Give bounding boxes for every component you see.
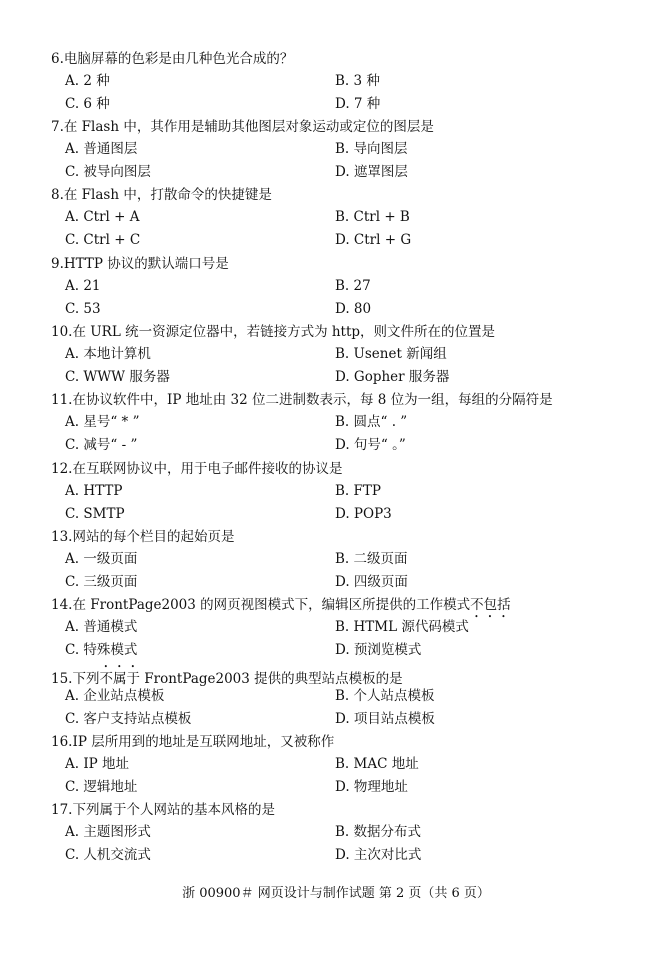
question-text: 下列 [72,671,100,687]
question-number: 6. [51,51,64,67]
question-text: 在协议软件中，IP 地址由 32 位二进制数表示，每 8 位为一组，每组的分隔符是 [72,392,553,408]
options [51,275,652,320]
question-12 [51,458,652,525]
question-text: 在 FrontPage2003 的网页视图模式下，编辑区所提供的工作模式 [72,597,471,613]
option-b: B. 3 种 [335,73,380,89]
options [51,616,652,661]
option-d: D. POP3 [335,506,392,522]
option-a: A. 星号“ * ” [65,414,140,430]
option-a: A. 主题图形式 [65,824,151,840]
question-17 [51,799,652,866]
option-d: D. 句号“ 。” [335,437,406,453]
question-stem [51,253,652,275]
question-number: 11. [51,392,73,408]
option-a: A. 企业站点模板 [65,688,165,704]
question-6 [51,48,652,115]
question-text: IP 层所用到的地址是互联网地址，又被称作 [72,734,335,750]
question-15 [51,663,652,730]
option-c: C. 53 [65,301,101,317]
question-stem [51,526,652,548]
option-a: A. Ctrl + A [65,209,140,225]
option-d: D. Ctrl + G [335,232,412,248]
option-b: B. 圆点“ . ” [335,414,408,430]
option-c: C. 三级页面 [65,574,138,590]
question-stem [51,458,652,480]
options [51,480,652,525]
options [51,138,652,183]
options [51,753,652,798]
option-b: B. Ctrl + B [335,209,410,225]
option-d: D. 预浏览模式 [335,642,422,658]
option-b: B. Usenet 新闻组 [335,346,447,362]
option-c: C. SMTP [65,506,125,522]
option-c: C. 特殊模式 [65,642,138,658]
option-c: C. 逻辑地址 [65,779,138,795]
option-c: C. 客户支持站点模板 [65,711,192,727]
question-text: 在 Flash 中，打散命令的快捷键是 [63,187,272,203]
option-a: A. 普通模式 [65,619,138,635]
question-11 [51,389,652,456]
option-b: B. FTP [335,483,381,499]
question-stem [51,799,652,821]
option-d: D. Gopher 服务器 [335,369,450,385]
question-text: 在 Flash 中，其作用是辅助其他图层对象运动或定位的图层是 [63,119,434,135]
option-c: C. 减号“ - ” [65,437,138,453]
question-13 [51,526,652,593]
question-number: 16. [51,734,73,750]
question-stem [51,663,652,685]
option-d: D. 四级页面 [335,574,408,590]
option-d: D. 遮罩图层 [335,164,408,180]
options [51,206,652,251]
option-d: D. 80 [335,301,372,317]
option-d: D. 物理地址 [335,779,408,795]
option-a: A. 本地计算机 [65,346,151,362]
option-b: B. 数据分布式 [335,824,422,840]
question-number: 9. [51,256,64,272]
option-c: C. 人机交流式 [65,847,151,863]
question-number: 14. [51,597,73,613]
question-stem [51,116,652,138]
option-a: A. 普通图层 [65,141,138,157]
emphasized-text: 不属于 [99,671,140,687]
question-text-tail: FrontPage2003 提供的典型站点模板的是 [139,671,403,687]
question-16 [51,731,652,798]
options [51,548,652,593]
option-a: A. HTTP [65,483,123,499]
question-number: 12. [51,461,73,477]
question-text: HTTP 协议的默认端口号是 [63,256,229,272]
option-d: D. 7 种 [335,96,381,112]
option-b: B. 个人站点模板 [335,688,435,704]
question-stem [51,731,652,753]
question-number: 13. [51,529,73,545]
question-stem [51,184,652,206]
page-footer: 浙 00900＃ 网页设计与制作试题 第 2 页（共 6 页） [182,886,490,901]
option-a: A. IP 地址 [65,756,130,772]
question-text: 网站的每个栏目的起始页是 [72,529,235,545]
question-stem [51,321,652,343]
option-d: D. 项目站点模板 [335,711,435,727]
question-number: 10. [51,324,73,340]
option-a: A. 一级页面 [65,551,138,567]
options [51,70,652,115]
question-number: 17. [51,802,73,818]
question-8 [51,184,652,251]
question-stem [51,48,652,70]
option-c: C. 被导向图层 [65,164,151,180]
question-10 [51,321,652,388]
option-c: C. 6 种 [65,96,110,112]
question-9 [51,253,652,320]
question-7 [51,116,652,183]
option-a: A. 2 种 [65,73,110,89]
option-b: B. 二级页面 [335,551,408,567]
question-number: 7. [51,119,64,135]
question-stem [51,594,652,616]
question-text: 在 URL 统一资源定位器中，若链接方式为 http，则文件所在的位置是 [72,324,496,340]
option-b: B. MAC 地址 [335,756,419,772]
options [51,411,652,456]
option-c: C. Ctrl + C [65,232,141,248]
question-text: 下列属于个人网站的基本风格的是 [72,802,275,818]
option-b: B. 27 [335,278,371,294]
question-14 [51,594,652,661]
question-number: 15. [51,671,73,687]
options [51,685,652,730]
question-text: 在互联网协议中，用于电子邮件接收的协议是 [72,461,343,477]
option-b: B. 导向图层 [335,141,408,157]
option-a: A. 21 [65,278,101,294]
options [51,821,652,866]
question-text: 电脑屏幕的色彩是由几种色光合成的？ [63,51,294,67]
emphasized-text: 不包括 [470,597,511,613]
option-c: C. WWW 服务器 [65,369,170,385]
options [51,343,652,388]
option-b: B. HTML 源代码模式 [335,619,469,635]
option-d: D. 主次对比式 [335,847,422,863]
question-number: 8. [51,187,64,203]
question-stem [51,389,652,411]
